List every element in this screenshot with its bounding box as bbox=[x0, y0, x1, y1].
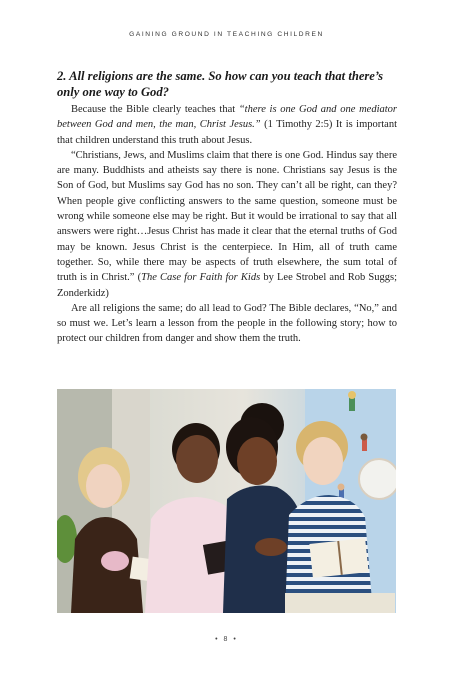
running-title: GAINING GROUND IN TEACHING CHILDREN bbox=[129, 31, 324, 38]
strobel-quote: “Christians, Jews, and Muslims claim that there is one God. Hindus say there are many. Buddhists and atheists say there is none. Christians say Jesus is the Son of God, but Muslims say God has no son. They can’t all be right, can they? When people give conflicting answers to the same question, someone must be wrong while someone else may be right. But it would be irrational to say that all answers were right…Jesus Christ has made it clear that the eternal truths of God may be known. Jesus Christ is the centerpiece. In Him, all of truth came together. So, while there may be aspects of truth elsewhere, the sum total of truth is in Christ.” ( bbox=[57, 149, 397, 284]
paragraph-2 bbox=[57, 148, 397, 301]
page-number: • 8 • bbox=[215, 636, 238, 643]
scripture-quote: “there is one God and one mediator between God and men, the man, Christ Jesus.” bbox=[57, 104, 397, 131]
book-title: The Case for Faith for Kids bbox=[141, 272, 261, 284]
citation-tail: by Lee Strobel and Rob Suggs; Zonderkidz) bbox=[57, 272, 397, 299]
p1-tail: It is important that children understand this truth about Jesus. bbox=[57, 119, 397, 146]
section-heading: 2. All religions are the same. So how can you teach that there’s only one way to God? bbox=[57, 69, 384, 99]
scripture-reference: (1 Timothy 2:5) bbox=[260, 119, 336, 131]
paragraph-3: Are all religions the same; do all lead to God? The Bible declares, “No,” and so must we. Let’s learn a lesson from the people in the following story; how to protect our children from danger and show them the truth. bbox=[57, 302, 397, 345]
classroom-photo bbox=[57, 389, 396, 613]
page-content bbox=[57, 69, 397, 347]
paragraph-1 bbox=[57, 102, 397, 148]
p1-lead: Because the Bible clearly teaches that bbox=[71, 104, 239, 115]
